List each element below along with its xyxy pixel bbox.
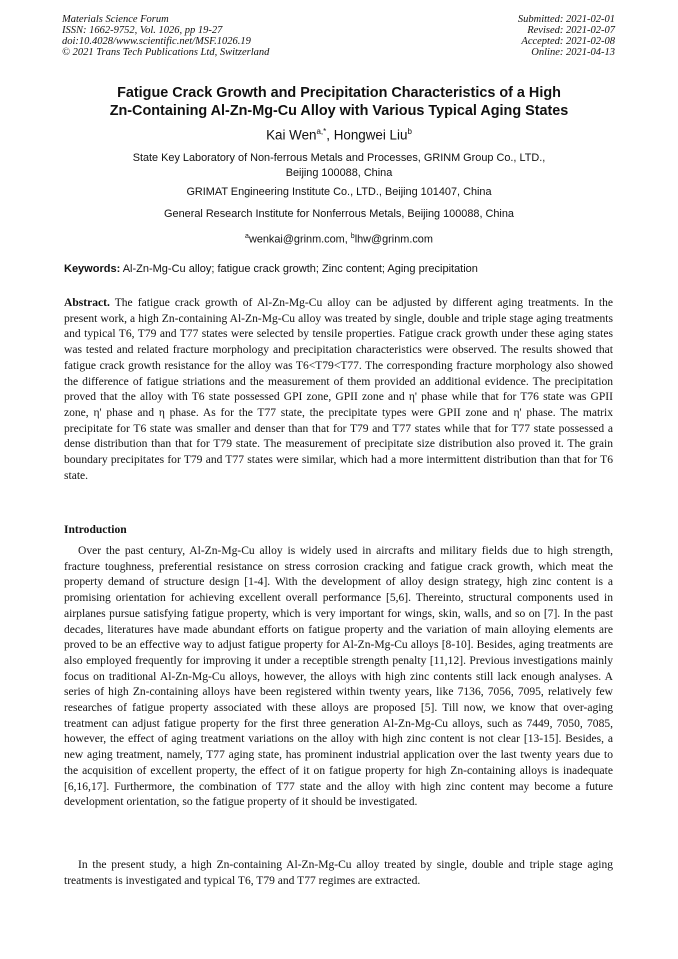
issn-volume: ISSN: 1662-9752, Vol. 1026, pp 19-27	[62, 24, 223, 36]
email-address: lhw@grinm.com	[354, 233, 433, 246]
email-mark: b	[350, 233, 355, 240]
keywords-label: Keywords:	[64, 263, 121, 275]
keywords-text: Al-Zn-Mg-Cu alloy; fatigue crack growth; Zinc content; Aging precipitation	[120, 263, 478, 275]
affiliation-1	[60, 151, 618, 181]
affiliation-line: Beijing 100088, China	[285, 167, 393, 179]
online-date: Online: 2021-04-13	[531, 46, 615, 58]
author-name: Kai Wen	[266, 127, 317, 143]
title-line-1: Fatigue Crack Growth and Precipitation Characteristics of a High	[117, 85, 561, 101]
abstract-text: The fatigue crack growth of Al-Zn-Mg-Cu alloy can be adjusted by different aging treatments. In the present work, a high Zn-containing Al-Zn-Mg-Cu alloy was treated by single, double and triple stage aging treatments and typical T6, T79 and T77 states were selected by tensile properties. Fatigue crack growth under these aging states was tested and related fracture morphology and precipitation characteristics were observed. The results showed that fatigue crack growth resistance for the alloy was T6<T79<T77. The corresponding fracture morphology also showed the difference of fatigue striations and the measurement of them provided an additional evidence. The precipitation proved that the alloy with T6 state possessed GPI zone, GPII zone and η' phase while that for T76 state was GPII zone, η' phase and η phase. As for the T77 state, the precipitate types were GPII zone and η' phase. The matrix precipitate for T6 state was smaller and denser than that for T79 and T77 states while that for T77 state possessed a dense distribution than that for T79 state. The measurement of precipitate size distribution also proved it. The grain boundary precipitates for T79 and T77 states were similar, which had a more intermittent distribution than that for T6 state.	[64, 297, 613, 482]
email-address: wenkai@grinm.com,	[248, 233, 351, 246]
section-heading-introduction: Introduction	[64, 524, 127, 536]
author-affiliation-mark: b	[407, 127, 412, 136]
introduction-paragraph-1: Over the past century, Al-Zn-Mg-Cu alloy is widely used in aircrafts and military fields due to high strength, fracture toughness, preferential resistance on stress corrosion cracking and fatigue crack growth, which meat the property demand of structure design [1-4]. With the development of alloy design strategy, high zinc content is a promising orientation for achieving excellent overall performance [5,6]. Thereinto, structural components used in airplanes pursue satisfying fatigue property, which is very important for wings, skin, walls, and so on [7]. In the past decades, literatures have made abundant efforts on fatigue property and the variation of main alloying elements are proved to be an effective way to adjust fatigue property for Al-Zn-Mg-Cu alloys [8-10]. Besides, aging treatments are also employed frequently for improving it under a receptible strength penalty [11,12]. Previous investigations mainly focus on traditional Al-Zn-Mg-Cu alloys, however, the alloys with high zinc contents still lack enough analyses. A series of high Zn-containing alloys have been registered within twenty years, like 7136, 7056, 7095, relatively few researches of fatigue property associated with these alloys are proposed [5]. Till now, we know that over-aging treatment can adjust fatigue property for the first three generation Al-Zn-Mg-Cu alloys, such as 7449, 7050, 7085, however, the effect of aging treatment variations on the alloy with high zinc content is not clear [13-15]. Besides, a new aging treatment, namely, T77 aging state, has prominent industrial application over the last twenty years due to the acquisition of excellent property, the effect of it on fatigue property for high Zn-containing alloys is inadequate [6,16,17]. Furthermore, the combination of T77 state and the alloy with high zinc content may become a future development orientation, so the fatigue property of it should be investigated.	[64, 545, 613, 809]
doi: doi:10.4028/www.scientific.net/MSF.1026.19	[62, 35, 251, 47]
keywords	[64, 262, 616, 276]
introduction-paragraph-2: In the present study, a high Zn-containing Al-Zn-Mg-Cu alloy treated by single, double and triple stage aging treatments is investigated and typical T6, T79 and T77 regimes are extracted.	[64, 859, 613, 887]
revised-date: Revised: 2021-02-07	[527, 24, 615, 36]
abstract	[64, 296, 613, 484]
email-mark: a	[245, 233, 249, 240]
abstract-label: Abstract.	[64, 297, 110, 309]
author-separator: ,	[326, 127, 334, 143]
paper-title	[40, 84, 638, 120]
publication-dates	[518, 15, 615, 59]
affiliation-3: General Research Institute for Nonferrous Metals, Beijing 100088, China	[164, 208, 514, 220]
publication-info	[62, 15, 269, 59]
author-list	[0, 124, 678, 143]
author-affiliation-mark: a,*	[316, 127, 327, 136]
accepted-date: Accepted: 2021-02-08	[521, 35, 615, 47]
submitted-date: Submitted: 2021-02-01	[517, 14, 615, 25]
journal-name: Materials Science Forum	[62, 14, 169, 25]
author-name: Hongwei Liu	[333, 127, 408, 143]
author-emails	[60, 229, 618, 248]
affiliation-line: State Key Laboratory of Non-ferrous Metals and Processes, GRINM Group Co., LTD.,	[132, 152, 546, 164]
title-line-2: Zn-Containing Al-Zn-Mg-Cu Alloy with Various Typical Aging States	[109, 103, 569, 119]
copyright: © 2021 Trans Tech Publications Ltd, Switzerland	[62, 46, 270, 58]
affiliation-2: GRIMAT Engineering Institute Co., LTD., Beijing 101407, China	[186, 186, 492, 198]
